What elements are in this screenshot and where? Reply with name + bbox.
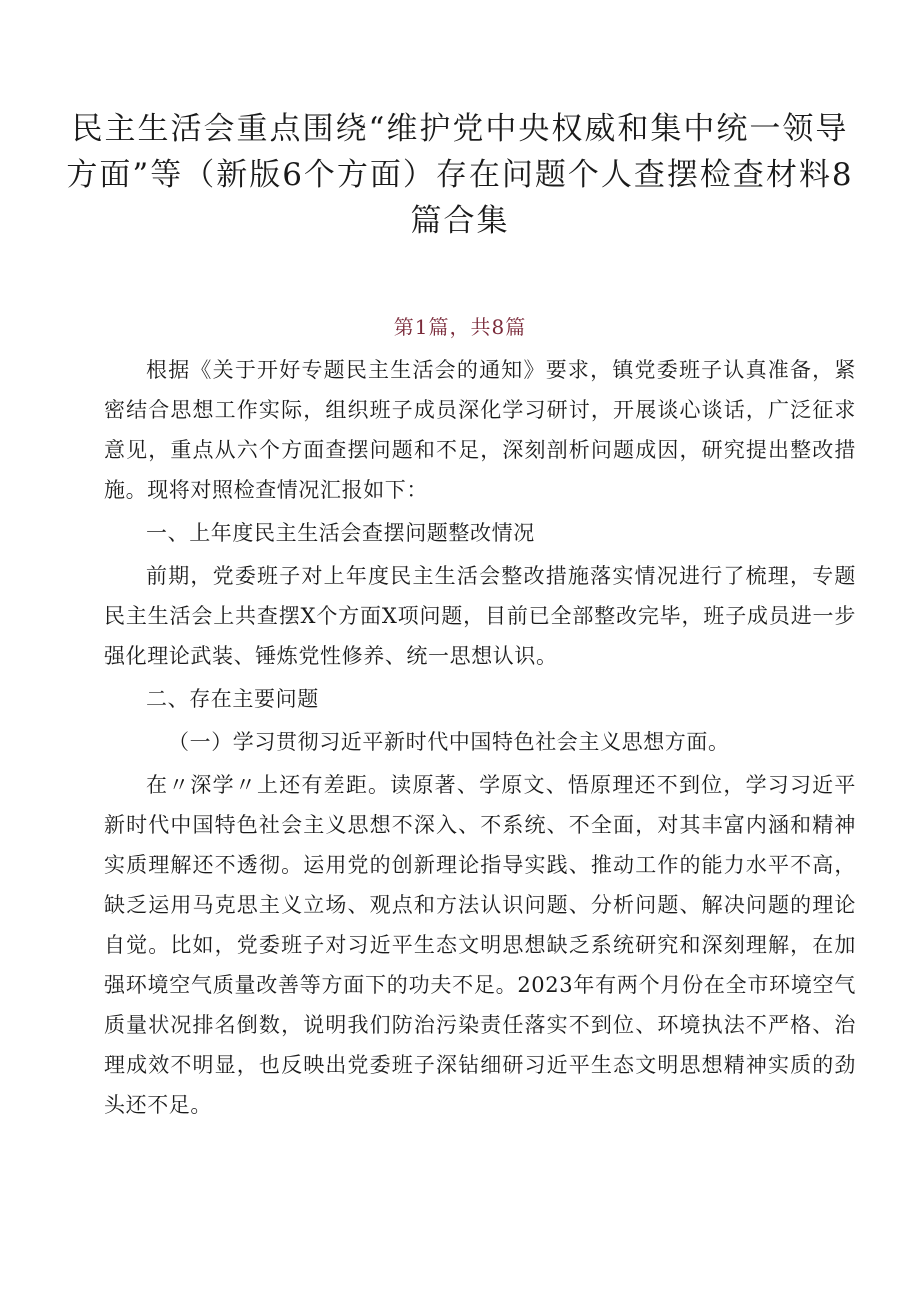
section-heading-1: 一、上年度民主生活会查摆问题整改情况 bbox=[146, 521, 535, 545]
document-subtitle: 第1篇，共8篇 bbox=[393, 315, 527, 339]
intro-paragraph: 根据《关于开好专题民主生活会的通知》要求，镇党委班子认真准备，紧密结合思想工作实际，组织班子成员深化学习研讨，开展谈心谈话，广泛征求意见，重点从六个方面查摆问题和不足，深刻剖析问题成因，研究提出整改措施。现将对照检查情况汇报如下： bbox=[104, 358, 856, 502]
document-body bbox=[104, 350, 856, 1125]
subsection-heading-1: （一）学习贯彻习近平新时代中国特色社会主义思想方面。 bbox=[168, 730, 730, 754]
document-title: 民主生活会重点围绕“维护党中央权威和集中统一领导方面”等（新版6个方面）存在问题个人查摆检查材料8篇合集 bbox=[66, 111, 854, 239]
subsection-1-paragraph: 在〃深学〃上还有差距。读原著、学原文、悟原理还不到位，学习习近平新时代中国特色社会主义思想不深入、不系统、不全面，对其丰富内涵和精神实质理解还不透彻。运用党的创新理论指导实践、推动工作的能力水平不高，缺乏运用马克思主义立场、观点和方法认识问题、分析问题、解决问题的理论自觉。比如，党委班子对习近平生态文明思想缺乏系统研究和深刻理解，在加强环境空气质量改善等方面下的功夫不足。2023年有两个月份在全市环境空气质量状况排名倒数，说明我们防治污染责任落实不到位、环境执法不严格、治理成效不明显，也反映出党委班子深钻细研习近平生态文明思想精神实质的劲头还不足。 bbox=[104, 773, 856, 1117]
section-1-paragraph: 前期，党委班子对上年度民主生活会整改措施落实情况进行了梳理，专题民主生活会上共查摆X个方面X项问题，目前已全部整改完毕，班子成员进一步强化理论武装、锤炼党性修养、统一思想认识。 bbox=[104, 564, 856, 668]
section-heading-2: 二、存在主要问题 bbox=[146, 687, 319, 711]
